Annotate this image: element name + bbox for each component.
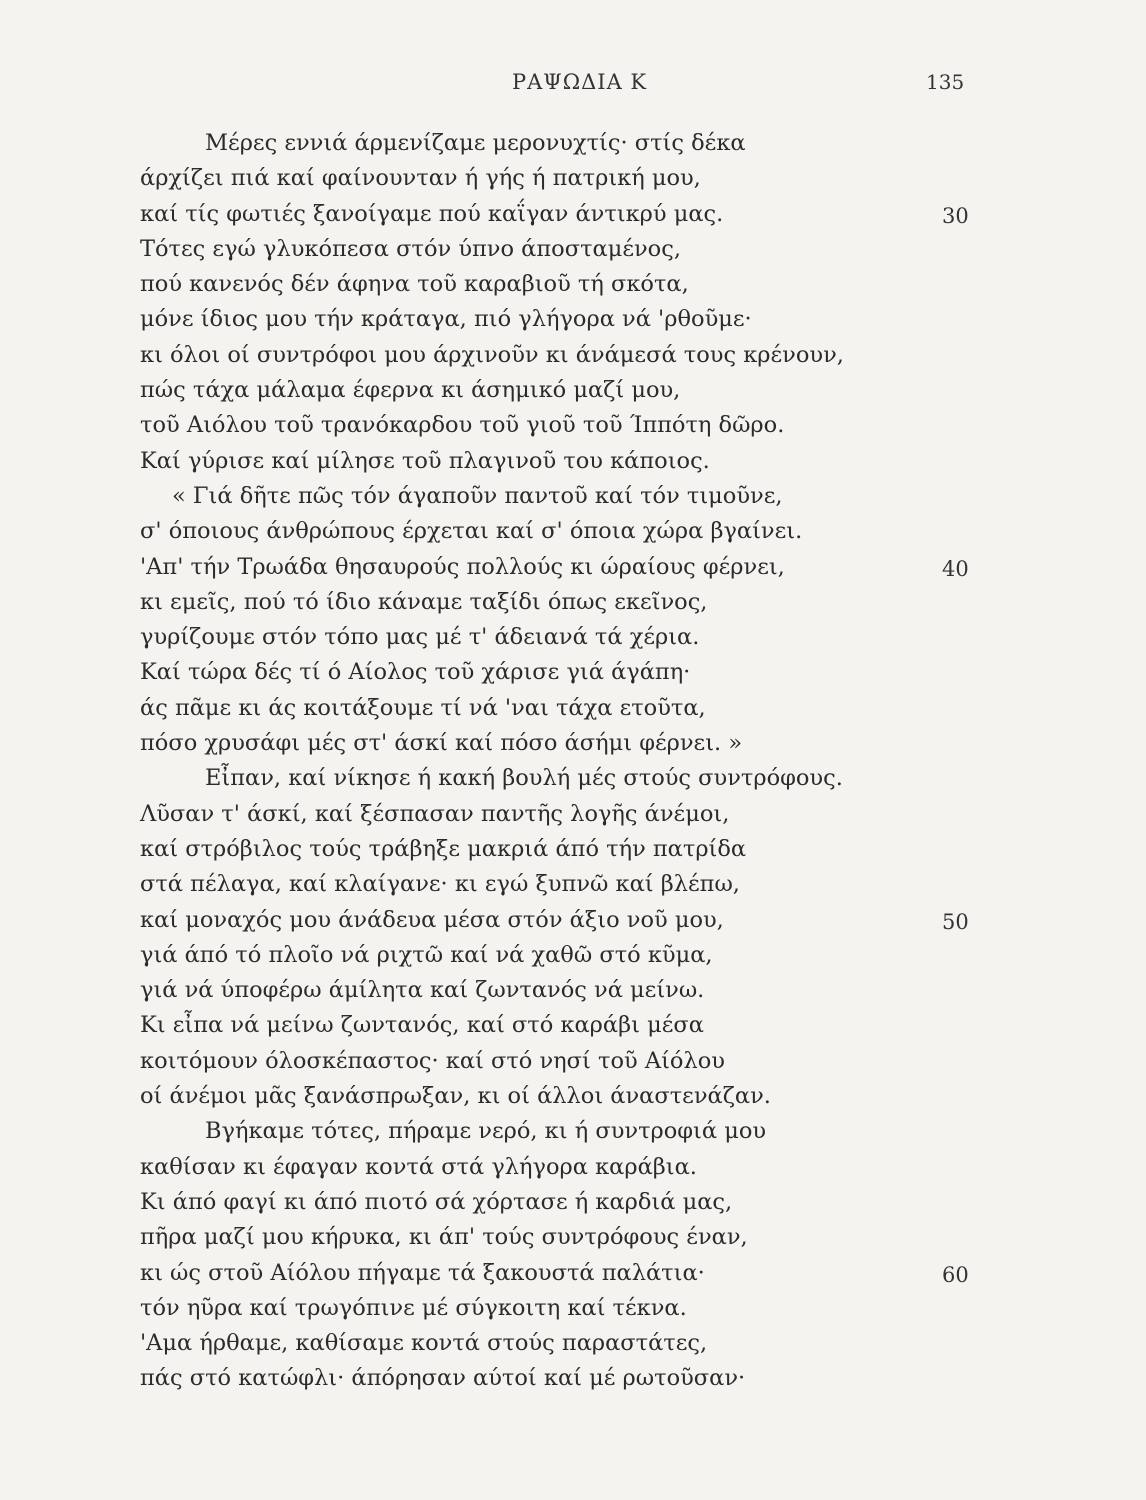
verse-text: Καί γύρισε καί μίλησε τοῦ πλαγινοῦ του κάποιος. xyxy=(140,447,710,474)
verse-line xyxy=(0,726,1146,761)
verse-line xyxy=(0,373,1146,408)
page-number: 135 xyxy=(926,70,965,94)
verse-line xyxy=(0,620,1146,655)
verse-line xyxy=(0,1079,1146,1114)
verse-line xyxy=(0,797,1146,832)
verse-text: « Γιά δῆτε πῶς τόν άγαποῦν παντοῦ καί τόν τιμοῦνε, xyxy=(172,482,783,509)
verse-text: καθίσαν κι έφαγαν κοντά στά γλήγορα καράβια. xyxy=(140,1153,697,1180)
verse-text: τοῦ Αιόλου τοῦ τρανόκαρδου τοῦ γιοῦ τοῦ Ίππότη δῶρο. xyxy=(140,412,785,439)
verse-line xyxy=(0,1361,1146,1396)
verse-text: Εἶπαν, καί νίκησε ή κακή βουλή μές στούς συντρόφους. xyxy=(205,765,843,792)
verse-text: γιά άπό τό πλοῖο νά ριχτῶ καί νά χαθῶ στό κῦμα, xyxy=(140,941,713,968)
verse-line xyxy=(0,479,1146,514)
verse-text: κι όλοι οί συντρόφοι μου άρχινοῦν κι άνάμεσά τους κρένουν, xyxy=(140,341,844,368)
line-number: 60 xyxy=(942,1262,969,1287)
running-head xyxy=(0,70,1146,100)
verse-line xyxy=(0,1220,1146,1255)
poem-text xyxy=(0,126,1146,1397)
verse-line xyxy=(0,161,1146,196)
verse-text: κι ώς στοῦ Αίόλου πήγαμε τά ξακουστά παλάτια· xyxy=(140,1259,705,1286)
verse-line xyxy=(0,1008,1146,1043)
verse-line xyxy=(0,232,1146,267)
verse-line xyxy=(0,691,1146,726)
verse-text: καί τίς φωτιές ξανοίγαμε πού καΐγαν άντικρύ μας. xyxy=(140,200,724,227)
verse-line xyxy=(0,973,1146,1008)
verse-text: Βγήκαμε τότες, πήραμε νερό, κι ή συντροφιά μου xyxy=(205,1118,767,1145)
verse-text: Καί τώρα δές τί ό Αίολος τοῦ χάρισε γιά άγάπη· xyxy=(140,659,691,686)
verse-text: κι εμεῖς, πού τό ίδιο κάναμε ταξίδι όπως εκεῖνος, xyxy=(140,588,708,615)
verse-text: σ' όποιους άνθρώπους έρχεται καί σ' όποια χώρα βγαίνει. xyxy=(140,518,803,545)
verse-text: πῆρα μαζί μου κήρυκα, κι άπ' τούς συντρόφους έναν, xyxy=(140,1224,748,1251)
chapter-title: ΡΑΨΩΔΙΑ Κ xyxy=(512,70,648,94)
verse-text: καί μοναχός μου άνάδευα μέσα στόν άξιο νοῦ μου, xyxy=(140,906,724,933)
verse-line xyxy=(0,197,1146,232)
verse-text: άρχίζει πιά καί φαίνουνταν ή γής ή πατρική μου, xyxy=(140,165,701,192)
verse-text: άς πᾶμε κι άς κοιτάξουμε τί νά 'ναι τάχα ετοῦτα, xyxy=(140,694,706,721)
verse-line xyxy=(0,938,1146,973)
verse-text: γιά νά ύποφέρω άμίλητα καί ζωντανός νά μείνω. xyxy=(140,977,705,1004)
verse-text: Μέρες εννιά άρμενίζαμε μερονυχτίς· στίς δέκα xyxy=(205,130,746,156)
verse-line xyxy=(0,1326,1146,1361)
verse-line xyxy=(0,1185,1146,1220)
verse-text: Κι άπό φαγί κι άπό πιοτό σά χόρτασε ή καρδιά μας, xyxy=(140,1188,733,1215)
verse-line xyxy=(0,267,1146,302)
verse-line xyxy=(0,302,1146,337)
verse-line xyxy=(0,867,1146,902)
verse-text: πάς στό κατώφλι· άπόρησαν αύτοί καί μέ ρωτοῦσαν· xyxy=(140,1365,746,1392)
verse-text: στά πέλαγα, καί κλαίγανε· κι εγώ ξυπνῶ καί βλέπω, xyxy=(140,871,740,898)
verse-line xyxy=(0,655,1146,690)
verse-text: γυρίζουμε στόν τόπο μας μέ τ' άδειανά τά χέρια. xyxy=(140,624,700,651)
verse-line xyxy=(0,444,1146,479)
verse-line xyxy=(0,550,1146,585)
verse-line xyxy=(0,1256,1146,1291)
verse-line xyxy=(0,1291,1146,1326)
verse-line xyxy=(0,514,1146,549)
verse-line xyxy=(0,1150,1146,1185)
line-number: 30 xyxy=(942,203,969,228)
line-number: 40 xyxy=(942,556,969,581)
verse-text: κοιτόμουν όλοσκέπαστος· καί στό νησί τοῦ Αίόλου xyxy=(140,1047,725,1074)
verse-text: 'Αμα ήρθαμε, καθίσαμε κοντά στούς παραστάτες, xyxy=(140,1330,708,1357)
verse-line xyxy=(0,903,1146,938)
verse-line xyxy=(0,338,1146,373)
verse-text: Κι εἶπα νά μείνω ζωντανός, καί στό καράβι μέσα xyxy=(140,1012,704,1039)
verse-line xyxy=(0,832,1146,867)
verse-text: Λῦσαν τ' άσκί, καί ξέσπασαν παντῆς λογῆς άνέμοι, xyxy=(140,800,730,827)
verse-line xyxy=(0,1114,1146,1149)
verse-text: οί άνέμοι μᾶς ξανάσπρωξαν, κι οί άλλοι άναστενάζαν. xyxy=(140,1083,771,1110)
verse-text: 'Απ' τήν Τρωάδα θησαυρούς πολλούς κι ώραίους φέρνει, xyxy=(140,553,785,580)
verse-text: πόσο χρυσάφι μές στ' άσκί καί πόσο άσήμι φέρνει. » xyxy=(140,730,743,757)
line-number: 50 xyxy=(942,909,969,934)
verse-text: πώς τάχα μάλαμα έφερνα κι άσημικό μαζί μου, xyxy=(140,377,681,404)
verse-line xyxy=(0,126,1146,161)
verse-line xyxy=(0,1044,1146,1079)
verse-text: Τότες εγώ γλυκόπεσα στόν ύπνο άποσταμένος, xyxy=(140,235,681,262)
verse-text: καί στρόβιλος τούς τράβηξε μακριά άπό τήν πατρίδα xyxy=(140,835,747,862)
verse-text: μόνε ίδιος μου τήν κράταγα, πιό γλήγορα νά 'ρθοῦμε· xyxy=(140,306,752,333)
verse-line xyxy=(0,761,1146,796)
verse-line xyxy=(0,585,1146,620)
verse-text: πού κανενός δέν άφηνα τοῦ καραβιοῦ τή σκότα, xyxy=(140,271,689,298)
verse-line xyxy=(0,408,1146,443)
verse-text: τόν ηῦρα καί τρωγόπινε μέ σύγκοιτη καί τέκνα. xyxy=(140,1294,687,1321)
